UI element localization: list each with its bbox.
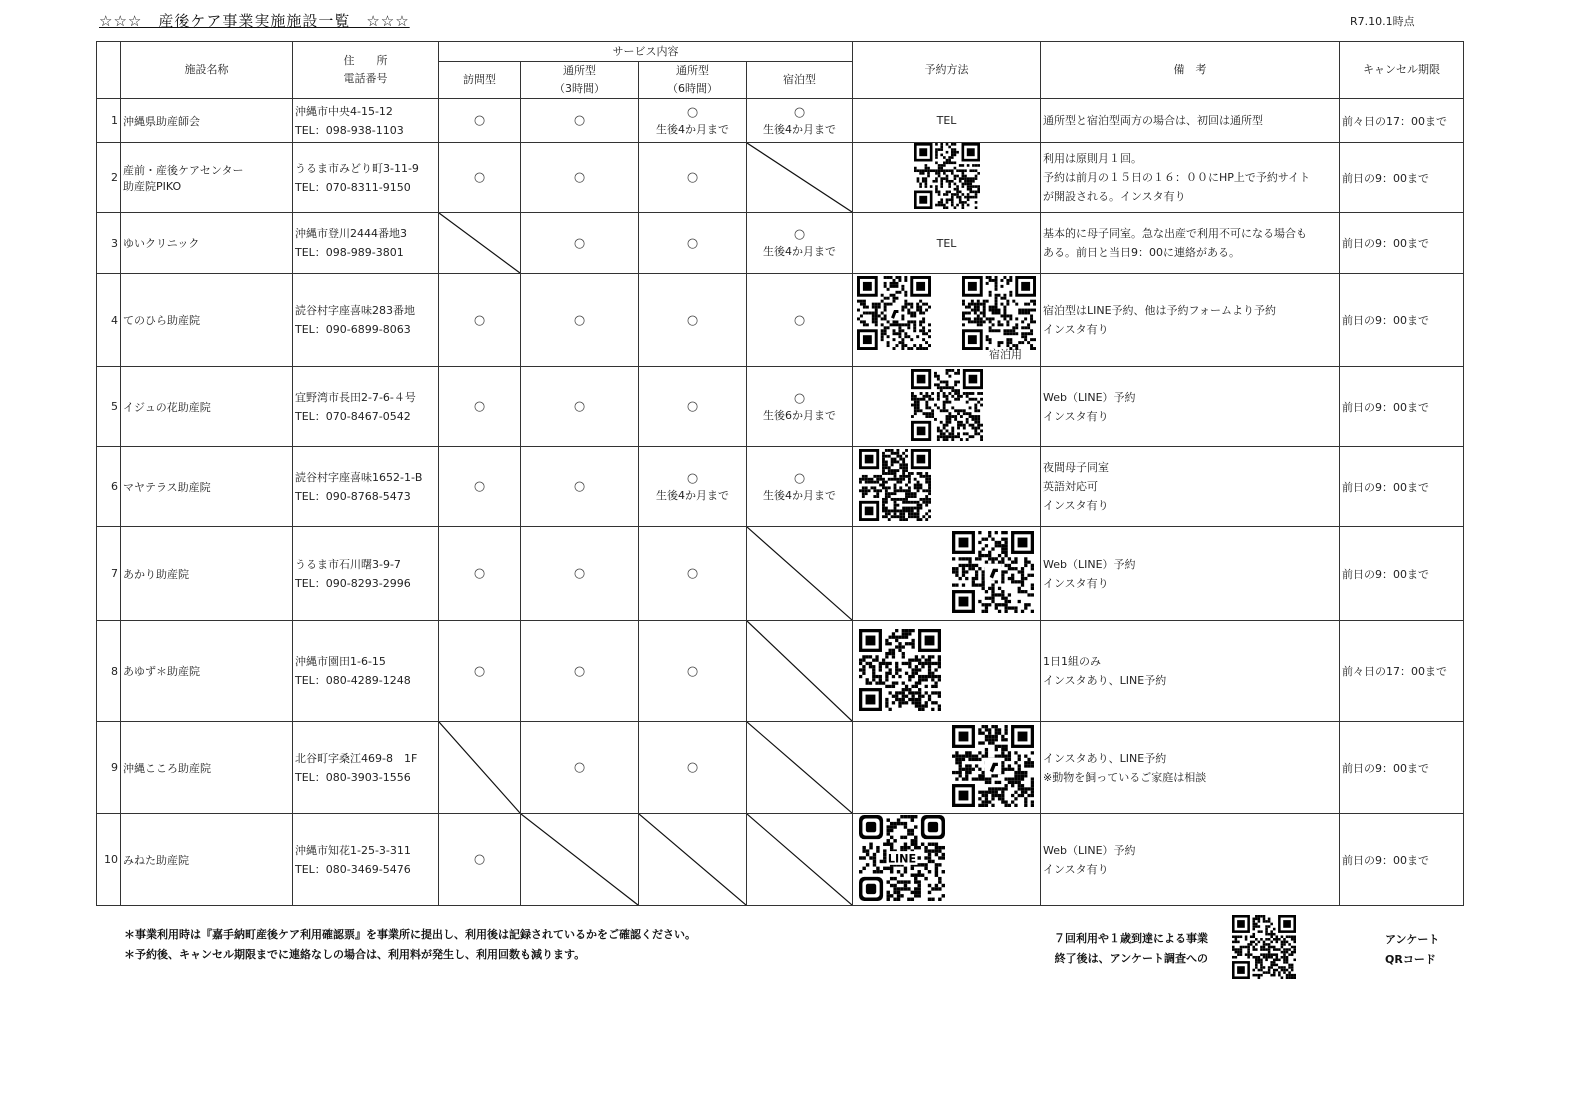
header-stay: 宿泊型 [747, 62, 853, 99]
header-method: 予約方法 [853, 42, 1041, 99]
circle-mark-icon: ○ [473, 852, 486, 867]
cancel-deadline: 前日の9：00まで [1340, 274, 1464, 367]
address: 沖縄市園田1-6-15 [295, 655, 386, 668]
header-no [97, 42, 121, 99]
service-visit [439, 447, 521, 527]
notes: 通所型と宿泊型両方の場合は、初回は通所型 [1041, 99, 1340, 143]
row-number: 7 [97, 527, 121, 621]
notes: Web（LINE）予約 インスタ有り [1041, 527, 1340, 621]
phone-number: TEL：080-3469-5476 [295, 862, 411, 876]
service-day3 [521, 447, 639, 527]
row-number: 9 [97, 722, 121, 814]
service-visit [439, 274, 521, 367]
service-stay-na [747, 621, 853, 722]
circle-mark-icon: ○ [573, 479, 586, 494]
circle-mark-icon: ○ [573, 760, 586, 775]
facility-address [293, 367, 439, 447]
service-note: 生後6か月まで [763, 408, 836, 422]
notes: Web（LINE）予約 インスタ有り [1041, 367, 1340, 447]
service-day6 [639, 722, 747, 814]
cancel-deadline: 前日の9：00まで [1340, 447, 1464, 527]
survey-qr-code[interactable] [1232, 915, 1296, 983]
reservation-method [853, 527, 1041, 621]
phone-number: TEL：080-4289-1248 [295, 674, 411, 687]
circle-mark-icon: ○ [793, 227, 806, 242]
row-number: 10 [97, 814, 121, 906]
service-stay [747, 99, 853, 143]
service-visit [439, 143, 521, 213]
svg-text:LINE: LINE [887, 852, 917, 866]
cancel-deadline: 前日の9：00まで [1340, 143, 1464, 213]
reservation-method [853, 274, 1041, 367]
phone-number: TEL：070-8467-0542 [295, 409, 411, 423]
cancel-deadline: 前日の9：00まで [1340, 367, 1464, 447]
circle-mark-icon: ○ [573, 113, 586, 128]
circle-mark-icon: ○ [473, 399, 486, 414]
service-day6 [639, 213, 747, 274]
qr-code-icon[interactable] [859, 449, 931, 521]
reservation-method [853, 447, 1041, 527]
circle-mark-icon: ○ [473, 566, 486, 581]
table-row [97, 527, 1464, 621]
row-number: 1 [97, 99, 121, 143]
row-number: 3 [97, 213, 121, 274]
table-row [97, 814, 1464, 906]
service-stay-na [747, 143, 853, 213]
notes: インスタあり、LINE予約 ※動物を飼っているご家庭は相談 [1041, 722, 1340, 814]
circle-mark-icon: ○ [573, 399, 586, 414]
service-stay-na [747, 722, 853, 814]
facility-name: 産前・産後ケアセンター 助産院PIKO [121, 143, 293, 213]
notes: 1日1組のみ インスタあり、LINE予約 [1041, 621, 1340, 722]
notes: Web（LINE）予約 インスタ有り [1041, 814, 1340, 906]
header-name: 施設名称 [121, 42, 293, 99]
notes: 夜間母子同室 英語対応可 インスタ有り [1041, 447, 1340, 527]
circle-mark-icon: ○ [686, 235, 699, 251]
service-visit-na [439, 213, 521, 274]
service-stay-na [747, 814, 853, 906]
diagonal-slash-icon [747, 621, 852, 721]
circle-mark-icon: ○ [686, 470, 699, 486]
service-note: 生後4か月まで [763, 245, 836, 258]
footer-note-1: ＊事業利用時は『嘉手納町産後ケア利用確認票』を事業所に提出し、利用後は記録されているかをご確認ください。 [124, 928, 696, 941]
row-number: 5 [97, 367, 121, 447]
diagonal-slash-icon [747, 722, 852, 813]
service-note: 生後4か月まで [763, 122, 836, 136]
table-row [97, 143, 1464, 213]
reservation-method [853, 367, 1041, 447]
reservation-method [853, 621, 1041, 722]
address: 読谷村字座喜味1652-1-B [295, 470, 423, 484]
circle-mark-icon: ○ [686, 312, 699, 328]
facility-name: ゆいクリニック [121, 213, 293, 274]
service-stay [747, 274, 853, 367]
notes: 宿泊型はLINE予約、他は予約フォームより予約 インスタ有り [1041, 274, 1340, 367]
service-stay-na [747, 527, 853, 621]
qr-code-icon[interactable] [952, 531, 1034, 613]
phone-number: TEL：090-6899-8063 [295, 323, 411, 336]
facility-name: てのひら助産院 [121, 274, 293, 367]
table-row [97, 367, 1464, 447]
diagonal-slash-icon [639, 814, 746, 905]
row-number: 8 [97, 621, 121, 722]
service-stay [747, 213, 853, 274]
address: うるま市石川曙3-9-7 [295, 557, 401, 571]
qr-code-stay-icon[interactable]: 宿泊用 [962, 276, 1036, 364]
service-note: 生後4か月まで [656, 122, 729, 136]
phone-number: TEL：098-938-1103 [295, 123, 404, 137]
circle-mark-icon: ○ [686, 566, 699, 581]
cancel-deadline: 前日の9：00まで [1340, 527, 1464, 621]
service-visit [439, 527, 521, 621]
as-of-date: R7.10.1時点 [1350, 15, 1415, 28]
address: 読谷村字座喜味283番地 [295, 304, 415, 317]
service-day6 [639, 367, 747, 447]
notes: 基本的に母子同室。急な出産で利用不可になる場合も ある。前日と当日9：00に連絡がある。 [1041, 213, 1340, 274]
circle-mark-icon: ○ [473, 312, 486, 328]
circle-mark-icon: ○ [573, 663, 586, 679]
circle-mark-icon: ○ [793, 312, 806, 328]
facility-address [293, 814, 439, 906]
row-number: 6 [97, 447, 121, 527]
service-note: 生後4か月まで [656, 488, 729, 502]
reservation-method [853, 722, 1041, 814]
service-day6 [639, 143, 747, 213]
facility-name: あかり助産院 [121, 527, 293, 621]
address: 沖縄市登川2444番地3 [295, 227, 407, 240]
circle-mark-icon: ○ [473, 663, 486, 679]
diagonal-slash-icon [439, 722, 520, 813]
facility-name: 沖縄こころ助産院 [121, 722, 293, 814]
service-visit [439, 814, 521, 906]
footer-notes [124, 925, 696, 965]
header-address: 住 所 電話番号 [293, 42, 439, 99]
qr-code-icon[interactable] [859, 815, 945, 901]
service-day3 [521, 274, 639, 367]
circle-mark-icon: ○ [473, 170, 486, 185]
facility-address [293, 621, 439, 722]
survey-text: ７回利用や１歳到達による事業 終了後は、アンケート調査への [1054, 932, 1208, 965]
table-row [97, 722, 1464, 814]
service-stay [747, 367, 853, 447]
address: 宜野湾市長田2-7-6-４号 [295, 390, 416, 404]
circle-mark-icon: ○ [793, 390, 806, 406]
qr-code-icon[interactable] [857, 276, 931, 364]
phone-number: TEL：090-8768-5473 [295, 489, 411, 503]
service-day3 [521, 527, 639, 621]
header-notes: 備 考 [1041, 42, 1340, 99]
service-day3 [521, 367, 639, 447]
service-day3-na [521, 814, 639, 906]
service-day3 [521, 99, 639, 143]
address: 沖縄市知花1-25-3-311 [295, 843, 411, 857]
qr-code-icon[interactable] [952, 725, 1034, 807]
cancel-deadline: 前日の9：00まで [1340, 722, 1464, 814]
table-row [97, 621, 1464, 722]
phone-number: TEL：070-8311-9150 [295, 180, 411, 194]
circle-mark-icon: ○ [793, 104, 806, 120]
diagonal-slash-icon [747, 143, 852, 212]
service-visit [439, 99, 521, 143]
table-row [97, 99, 1464, 143]
phone-number: TEL：098-989-3801 [295, 246, 404, 259]
table-row [97, 274, 1464, 367]
header-day3: 通所型 （3時間） [521, 62, 639, 99]
service-day3 [521, 621, 639, 722]
address: うるま市みどり町3-11-9 [295, 161, 419, 175]
service-visit [439, 621, 521, 722]
cancel-deadline: 前日の9：00まで [1340, 213, 1464, 274]
circle-mark-icon: ○ [686, 399, 699, 414]
header-day6: 通所型 （6時間） [639, 62, 747, 99]
diagonal-slash-icon [747, 814, 852, 905]
phone-number: TEL：080-3903-1556 [295, 770, 411, 784]
service-day3 [521, 213, 639, 274]
footer-note-2: ＊予約後、キャンセル期限までに連絡なしの場合は、利用料が発生し、利用回数も減ります。 [124, 948, 586, 961]
address: 北谷町字桑江469-8 1F [295, 751, 418, 765]
facility-address [293, 213, 439, 274]
facility-address [293, 143, 439, 213]
cancel-deadline: 前々日の17：00まで [1340, 99, 1464, 143]
reservation-method [853, 143, 1041, 213]
header-service-group: サービス内容 [439, 42, 853, 62]
service-visit-na [439, 722, 521, 814]
reservation-method: TEL [853, 99, 1041, 143]
circle-mark-icon: ○ [573, 566, 586, 581]
row-number: 4 [97, 274, 121, 367]
service-day6 [639, 447, 747, 527]
header-visit: 訪問型 [439, 62, 521, 99]
qr-code-icon[interactable] [914, 143, 980, 209]
facility-name: 沖縄県助産師会 [121, 99, 293, 143]
service-stay [747, 447, 853, 527]
service-day6 [639, 99, 747, 143]
facility-table [96, 41, 1464, 906]
circle-mark-icon: ○ [473, 479, 486, 494]
table-row [97, 447, 1464, 527]
survey-label: アンケート QRコード [1385, 933, 1440, 966]
circle-mark-icon: ○ [573, 170, 586, 185]
reservation-method: TEL [853, 213, 1041, 274]
service-note: 生後4か月まで [763, 488, 836, 502]
service-day6 [639, 527, 747, 621]
diagonal-slash-icon [521, 814, 638, 905]
facility-name: あゆず＊助産院 [121, 621, 293, 722]
facility-address [293, 722, 439, 814]
circle-mark-icon: ○ [686, 170, 699, 185]
diagonal-slash-icon [439, 213, 520, 273]
cancel-deadline: 前々日の17：00まで [1340, 621, 1464, 722]
row-number: 2 [97, 143, 121, 213]
service-day6 [639, 274, 747, 367]
circle-mark-icon: ○ [573, 235, 586, 251]
diagonal-slash-icon [747, 527, 852, 620]
notes: 利用は原則月１回。 予約は前月の１５日の１６：００にHP上で予約サイト が開設される。インスタ有り [1041, 143, 1340, 213]
circle-mark-icon: ○ [793, 470, 806, 486]
circle-mark-icon: ○ [573, 312, 586, 328]
phone-number: TEL：090-8293-2996 [295, 576, 411, 590]
reservation-method [853, 814, 1041, 906]
cancel-deadline: 前日の9：00まで [1340, 814, 1464, 906]
facility-address [293, 274, 439, 367]
qr-code-icon[interactable] [859, 629, 941, 711]
circle-mark-icon: ○ [473, 113, 486, 128]
address: 沖縄市中央4-15-12 [295, 104, 393, 118]
circle-mark-icon: ○ [686, 760, 699, 775]
circle-mark-icon: ○ [686, 663, 699, 679]
facility-name: マヤテラス助産院 [121, 447, 293, 527]
facility-name: イジュの花助産院 [121, 367, 293, 447]
header-cancel: キャンセル期限 [1340, 42, 1464, 99]
circle-mark-icon: ○ [686, 104, 699, 120]
service-day6 [639, 621, 747, 722]
page-title: ☆☆☆ 産後ケア事業実施施設一覧 ☆☆☆ [99, 12, 410, 30]
facility-address [293, 447, 439, 527]
service-visit [439, 367, 521, 447]
table-row [97, 213, 1464, 274]
qr-code-icon[interactable] [911, 369, 983, 441]
service-day3 [521, 722, 639, 814]
facility-name: みねた助産院 [121, 814, 293, 906]
facility-address [293, 527, 439, 621]
service-day3 [521, 143, 639, 213]
facility-address [293, 99, 439, 143]
service-day6-na [639, 814, 747, 906]
